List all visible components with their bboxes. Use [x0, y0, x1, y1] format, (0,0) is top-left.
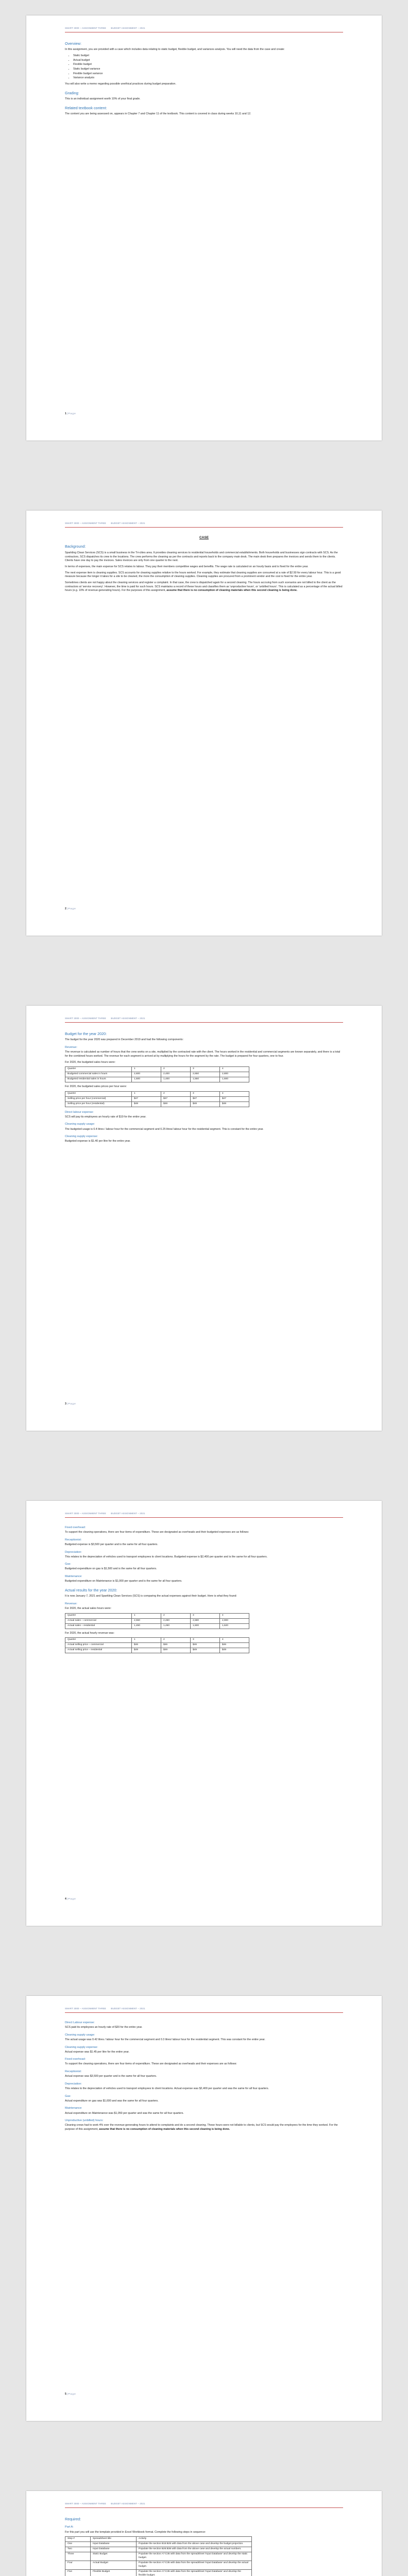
cleaning-usage-heading: Cleaning supply usage: — [65, 1123, 95, 1126]
grading-heading: Grading: — [65, 90, 79, 95]
actual-hours-table — [65, 1613, 249, 1629]
overhead-item-heading: Gas: — [65, 2094, 71, 2098]
part-a-intro: For this part you will use the template provided in Excel Workbook format. Complete the following steps in sequence: — [65, 2530, 206, 2534]
list-item: • Variance analysis — [73, 76, 343, 80]
part-a-heading: Part A: — [65, 2526, 74, 2529]
cleaning-usage-heading: Cleaning supply usage: — [65, 2033, 95, 2037]
overhead-item-heading: Maintenance: — [65, 1575, 82, 1579]
table-cell: 2,600 — [132, 1072, 161, 1077]
related-text: The content you are being assessed on, appears in Chapter 7 and Chapter 11 of the textbook. This content is covered in class during weeks 10,11 and 12. — [65, 112, 251, 116]
header-course: SMART 3000 – ASSIGNMENT THREE — [65, 27, 106, 29]
table-cell: Populate the section A7:C35 with data from the spreadsheet 'Input Database' and develop the actual budget. — [137, 2561, 252, 2569]
page-header — [65, 2007, 343, 2013]
header-course: SMART 3000 – ASSIGNMENT THREE — [65, 2007, 106, 2010]
table-cell: 2,460 — [161, 1618, 191, 1623]
page-6 — [26, 2491, 382, 2576]
paragraph — [65, 2124, 343, 2131]
overview-intro: In this assignment, you are provided with a case which includes data relating to static budget, flexible budget, and variances analysis. You will need the data from the case and create: — [65, 48, 285, 52]
table-cell: 1,400 — [161, 1077, 191, 1082]
table-cell: Four — [65, 2561, 91, 2569]
page-footer: 5 | P a g e — [65, 2393, 76, 2396]
table-cell: $49 — [161, 1648, 191, 1653]
table-caption: For 2020, the budgeted sales prices per hour were: — [65, 1085, 127, 1089]
table-cell: 1,500 — [132, 1077, 161, 1082]
revenue-heading: Revenue: — [65, 1046, 77, 1049]
grading-text: This is an individual assignment worth 10% of your final grade. — [65, 97, 141, 101]
table-header-row — [65, 1067, 249, 1072]
table-cell: Two — [65, 2547, 91, 2552]
table-cell: 3 — [191, 1091, 220, 1096]
overhead-item-text: Budgeted expense is $3,500 per quarter and is the same for all four quarters. — [65, 1543, 158, 1546]
table-cell: Static Budget — [91, 2552, 137, 2561]
table-cell: $47 — [191, 1096, 220, 1101]
overhead-item-text: Actual expenditure on Maintenance was $1,050 per quarter and was the same for all four quarters. — [65, 2111, 184, 2115]
overhead-item-heading: Depreciation: — [65, 1550, 82, 1554]
table-cell: 1,620 — [220, 1623, 249, 1629]
page-number: 2 — [65, 907, 66, 910]
table-cell: 1,550 — [191, 1077, 220, 1082]
actual-price-table — [65, 1637, 249, 1653]
cleaning-usage-text: The actual usage was 0.42 litres / labour hour for the commercial segment and 0.3 litres/ labour hour for the residential segment. This was constant for the entire year. — [65, 2038, 265, 2041]
page-2 — [26, 511, 382, 936]
table-cell: $48 — [132, 1101, 161, 1107]
list-item: • Flexible budget variance — [73, 72, 343, 76]
table-cell: 4 — [220, 1067, 249, 1072]
cleaning-expense-heading: Cleaning supply expense: — [65, 2045, 98, 2049]
page-footer: 3 | P a g e — [65, 1402, 76, 1405]
table-caption: For 2020, the actual sales hours were: — [65, 1607, 112, 1611]
budget-hours-table — [65, 1066, 249, 1082]
table-cell: 2,650 — [191, 1072, 220, 1077]
related-heading: Related textbook content: — [65, 105, 107, 110]
table-header-row — [65, 1638, 249, 1643]
table-header-row — [65, 1613, 249, 1618]
paragraph — [65, 581, 343, 593]
table-cell: 2,800 — [220, 1072, 249, 1077]
table-cell: Input Database — [91, 2547, 137, 2552]
direct-labour-text: SCS paid its employees an hourly rate of $20 for the entire year. — [65, 2026, 143, 2029]
overhead-item-text: Budgeted expenditure on gas is $1,500 and is the same for all four quarters. — [65, 1567, 157, 1571]
cleaning-expense-heading: Cleaning supply expense: — [65, 1135, 98, 1139]
page-number: 1 — [65, 412, 66, 415]
table-cell: $47 — [220, 1096, 249, 1101]
list-item: • Flexible budget — [73, 63, 343, 67]
header-budget: BUDGET ASSIGNMENT – 2021 — [111, 1017, 145, 1020]
table-row — [65, 2552, 252, 2561]
page-5 — [26, 1996, 382, 2421]
table-cell: 4 — [220, 1638, 249, 1643]
direct-labour-heading: Direct Labour expense: — [65, 2021, 95, 2024]
paragraph: The next expense item is cleaning supplies. SCS accounts for cleaning supplies relative to the hours worked. For example, they estimate that cleaning supplies are consumed at a rate of $2.50 for every labour hour. This is a good measure because the longer it takes for a site to be cleaned, the more the consumption of cleaning supplies. Cleaning supplies are procured from a prominent vendor and the cost is fixed for the entire year. — [65, 571, 341, 579]
page-header — [65, 27, 343, 32]
table-cell: 2,550 — [132, 1618, 161, 1623]
table-header-row — [65, 1091, 249, 1096]
table-cell: Budgeted residential sales in hours — [65, 1077, 132, 1082]
page-4 — [26, 1501, 382, 1926]
table-cell: Populate the section A7:C35 with data from the spreadsheet 'Input Database' and develop the flexible budget. — [137, 2569, 252, 2576]
page-footer: 4 | P a g e — [65, 1897, 76, 1901]
table-cell: Populate the section B26:B36 with data from the above case and develop the actual numbers. — [137, 2547, 252, 2552]
table-cell: Activity — [137, 2537, 252, 2542]
table-cell: 3 — [191, 1638, 220, 1643]
table-cell: $49 — [132, 1648, 161, 1653]
page-footer-label: P a g e — [68, 907, 76, 910]
overhead-item-heading: Depreciation: — [65, 2082, 82, 2086]
table-cell: $47 — [132, 1096, 161, 1101]
overview-outro: You will also write a memo regarding possible unethical practices during budget preparation. — [65, 82, 176, 86]
table-row — [65, 1623, 249, 1629]
page-header — [65, 522, 343, 528]
fixed-overhead-heading: Fixed overhead: — [65, 2058, 86, 2061]
revenue-text: The revenue is calculated as number of hours that the crew works on a site, multiplied by the contracted rate with the client. The hours worked in the residential and commercial segments are known separately, and there is a total for the combined hours worked. The revenue for each segment is arrived at by multiplying the hours for the segment by the rate. The budget is prepared for four quarters, one to four. — [65, 1050, 341, 1058]
overhead-item-text: Actual expense was $3,500 per quarter and is the same for all four quarters. — [65, 2075, 157, 2078]
overhead-item-text: This relates to the depreciation of vehicles used to transport employees to client locations. Actual expense was $2,400 per quarter and was the same for all four quarters. — [65, 2087, 269, 2091]
table-cell: Selling price per hour (commercial) — [65, 1096, 132, 1101]
overhead-item-text: Budgeted expenditure on Maintenance is $1,000 per quarter and is the same for all four quarters. — [65, 1580, 182, 1583]
table-cell: 1,450 — [132, 1623, 161, 1629]
budget-intro: The budget for the year 2020 was prepared in December 2019 and had the following components: — [65, 1038, 183, 1042]
table-cell: Spreadsheet title — [91, 2537, 137, 2542]
header-budget: BUDGET ASSIGNMENT – 2021 — [111, 2502, 145, 2505]
page-footer-label: P a g e — [68, 1402, 76, 1405]
table-cell: $46 — [132, 1643, 161, 1648]
table-row — [65, 2569, 252, 2576]
table-row — [65, 1643, 249, 1648]
table-cell: Three — [65, 2552, 91, 2561]
header-budget: BUDGET ASSIGNMENT – 2021 — [111, 2007, 145, 2010]
table-cell: $46 — [191, 1643, 220, 1648]
emphasis-text: assume that there is no consumption of cleaning materials when this second cleaning is being done. — [99, 2128, 230, 2131]
direct-labour-text: SCS will pay its employees an hourly rate of $19 for the entire year. — [65, 1115, 146, 1118]
table-cell: 3 — [191, 1613, 220, 1618]
background-heading: Background: — [65, 544, 86, 549]
cleaning-expense-text: Budgeted expense is $1.40 per litre for the entire year. — [65, 1140, 131, 1143]
table-cell: Actual selling price – commercial — [65, 1643, 132, 1648]
table-cell: 2,580 — [191, 1618, 220, 1623]
table-cell: Quarter — [65, 1067, 132, 1072]
page-footer-label: P a g e — [68, 1897, 76, 1900]
page-number: 5 — [65, 2393, 66, 2396]
overhead-item-heading: Gas: — [65, 1563, 71, 1566]
overhead-item-heading: Maintenance: — [65, 2107, 82, 2110]
table-cell: $46 — [161, 1643, 191, 1648]
table-cell: Quarter — [65, 1638, 132, 1643]
header-budget: BUDGET ASSIGNMENT – 2021 — [111, 27, 145, 29]
table-cell: 1,600 — [220, 1077, 249, 1082]
list-item: • Static budget variance — [73, 67, 343, 72]
page-header — [65, 1017, 343, 1023]
table-cell: Actual Budget — [91, 2561, 137, 2569]
table-cell: $46 — [220, 1643, 249, 1648]
cleaning-expense-text: Actual expense was $1.45 per litre for the entire year. — [65, 2050, 130, 2054]
table-cell: $49 — [191, 1648, 220, 1653]
table-row — [65, 2561, 252, 2569]
header-budget: BUDGET ASSIGNMENT – 2021 — [111, 1512, 145, 1515]
table-cell: 2 — [161, 1638, 191, 1643]
paragraph-text: Sometimes clients are not happy about the cleaning services and register a complaint. In that case, the crew is dispatched again for a second cleaning. The hours accruing from such scenarios are not billed to the client as the contractors at 'service recovery'. However, the time is paid for such hours. SCS maintains a record of these hours and classifies them as 'unproductive hours', or 'unbilled hours'. This is calculated as a percentage of the actual billed hours (e.g. 10% of revenue-generating hours). — [65, 581, 343, 592]
paragraph: Sparkling Clean Services (SCS) is a small business in the Tri-cities area. It provides cleaning services to residential households and commercial establishments. Both households and businesses sign contracts with SCS. As the contractors, SCS dispatches its crew to the locations. The crew performs the cleaning as per the contracts and reports back to the company main desk. The main desk then prepares the invoices and sends them to the clients. Clients have one day to pay the invoices. Sales invoices are only from one quarter to the next. — [65, 551, 338, 563]
table-cell: Step # — [65, 2537, 91, 2542]
emphasis-text: assume that there is no consumption of cleaning materials when this second cleaning is being done. — [166, 589, 298, 592]
budget-price-table — [65, 1091, 249, 1107]
table-cell: $48 — [220, 1101, 249, 1107]
table-cell: 2,400 — [161, 1072, 191, 1077]
table-cell: Budgeted commercial sales in hours — [65, 1072, 132, 1077]
overview-heading: Overview: — [65, 41, 81, 46]
table-cell: Populate the section A7:C35 with data from the spreadsheet 'Input Database' and develop the static budget. — [137, 2552, 252, 2561]
table-row — [65, 2547, 252, 2552]
table-cell: 2 — [161, 1067, 191, 1072]
header-course: SMART 3000 – ASSIGNMENT THREE — [65, 1017, 106, 1020]
direct-labour-heading: Direct labour expense: — [65, 1110, 94, 1114]
table-row — [65, 2542, 252, 2547]
table-cell: $48 — [191, 1101, 220, 1107]
table-cell: $49 — [220, 1648, 249, 1653]
page-number: 4 — [65, 1897, 66, 1901]
table-cell: Actual sales – residential — [65, 1623, 132, 1629]
fixed-overhead-heading: Fixed overhead: — [65, 1526, 86, 1529]
overhead-item-text: This relates to the depreciation of vehicles used to transport employees to client locations. Budgeted expense is $2,400 per quarter and is the same for all four quarters. — [65, 1555, 268, 1558]
table-cell: Populate the section B15:B25 with data from the above case and develop the budget projection. — [137, 2542, 252, 2547]
page-number: 3 — [65, 1402, 66, 1405]
case-title: CASE — [199, 536, 209, 539]
table-cell: 1,500 — [191, 1623, 220, 1629]
actual-results-heading: Actual results for the year 2020: — [65, 1587, 117, 1592]
table-row — [65, 1618, 249, 1623]
table-cell: 1 — [132, 1613, 161, 1618]
paragraph-text: Cleaning crews had to work 4% over the revenue-generating hours to attend to complaints and do a second cleaning. These hours were not billable to clients, but SCS would pay the employees for the time they worked. For the purpose of this assignment, — [65, 2124, 338, 2131]
table-cell: 1 — [132, 1067, 161, 1072]
steps-table — [65, 2536, 252, 2576]
table-cell: Input Database — [91, 2542, 137, 2547]
table-cell: 4 — [220, 1613, 249, 1618]
table-cell: 1 — [132, 1638, 161, 1643]
revenue-heading: Revenue: — [65, 1602, 77, 1606]
table-cell: 1,450 — [161, 1623, 191, 1629]
fixed-overhead-intro: To support the cleaning operations, there are four items of expenditure. These are designated as overheads and their expenses are as follows: — [65, 2062, 237, 2066]
overhead-item-heading: Receptionist: — [65, 2070, 82, 2074]
table-cell: Actual sales – commercial — [65, 1618, 132, 1623]
table-row — [65, 1101, 249, 1107]
page-header — [65, 2502, 343, 2508]
page-footer: 1 | P a g e — [65, 412, 76, 415]
page-footer: 2 | P a g e — [65, 907, 76, 910]
table-cell: Quarter — [65, 1613, 132, 1618]
table-cell: Flexible Budget — [91, 2569, 137, 2576]
table-cell: 4 — [220, 1091, 249, 1096]
header-budget: BUDGET ASSIGNMENT – 2021 — [111, 522, 145, 524]
page-footer-label: P a g e — [68, 2393, 76, 2395]
table-cell: $47 — [161, 1096, 191, 1101]
table-header-row — [65, 2537, 252, 2542]
fixed-overhead-intro: To support the cleaning operations, there are four items of expenditure. These are designated as overheads and their budgeted expenses are as follows: — [65, 1531, 249, 1534]
header-course: SMART 3000 – ASSIGNMENT THREE — [65, 522, 106, 524]
table-cell: 1 — [132, 1091, 161, 1096]
page-header — [65, 1512, 343, 1518]
table-cell: One — [65, 2542, 91, 2547]
required-heading: Required: — [65, 2517, 81, 2521]
unproductive-hours-heading: Unproductive (unbilled) hours: — [65, 2119, 104, 2123]
page-1 — [26, 15, 382, 440]
table-cell: Selling price per hour (residential) — [65, 1101, 132, 1107]
table-caption: For 2020, the budgeted sales hours were: — [65, 1060, 116, 1064]
table-cell: 3 — [191, 1067, 220, 1072]
table-row — [65, 1077, 249, 1082]
paragraph-text: For the purposes of this assignment, — [122, 589, 167, 592]
table-cell: $48 — [161, 1101, 191, 1107]
budget-heading: Budget for the year 2020: — [65, 1031, 107, 1036]
table-cell: 2 — [161, 1613, 191, 1618]
table-cell: 2,900 — [220, 1618, 249, 1623]
page-footer-label: P a g e — [68, 412, 76, 415]
header-course: SMART 3000 – ASSIGNMENT THREE — [65, 1512, 106, 1515]
overhead-item-text: Actual expenditure on gas was $1,600 and was the same for all four quarters. — [65, 2099, 159, 2103]
table-cell: Five — [65, 2569, 91, 2576]
paragraph: In terms of expenses, the main expense for SCS relates to labour. They pay their members competitive wages and benefits. The wage rate is calculated on an hourly basis and is fixed for the entire year. — [65, 565, 309, 568]
table-row — [65, 1648, 249, 1653]
cleaning-usage-text: The budgeted usage is 0.4 litres / labour hour for the commercial segment and 0.25 litres/ labour hour for the residential segment. This is constant for the entire year. — [65, 1127, 264, 1131]
overhead-item-heading: Receptionist: — [65, 1538, 82, 1541]
table-row — [65, 1072, 249, 1077]
list-item: • Actual budget — [73, 59, 343, 63]
table-cell: Actual selling price – residential — [65, 1648, 132, 1653]
table-row — [65, 1096, 249, 1101]
list-item: • Static budget — [73, 54, 343, 58]
table-cell: Quarter — [65, 1091, 132, 1096]
page-3 — [26, 1006, 382, 1431]
header-course: SMART 3000 – ASSIGNMENT THREE — [65, 2502, 106, 2505]
overview-list — [65, 54, 343, 80]
table-cell: 2 — [161, 1091, 191, 1096]
table-caption: For 2020, the actual hourly revenue was: — [65, 1631, 114, 1635]
actual-results-intro: It is now January 7, 2021 and Sparkling Clean Services (SCS) is comparing the actual expenses against their budget. Here is what they found: — [65, 1595, 237, 1598]
